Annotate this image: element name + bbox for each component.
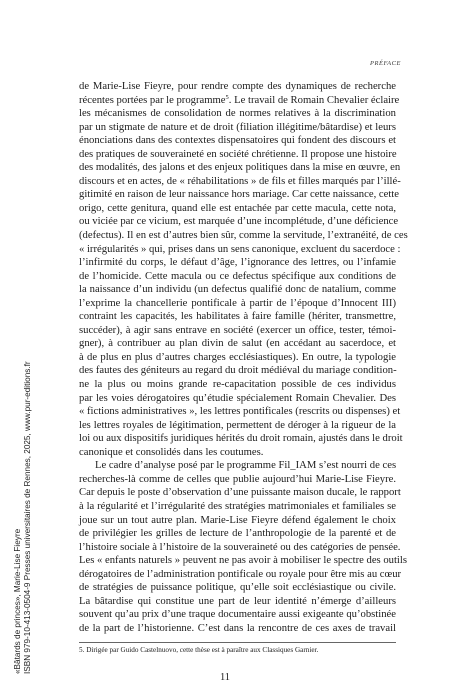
text-line: [79, 622, 396, 636]
text-line: [79, 554, 407, 568]
text-line-main: Le cadre d’analyse posé par le programme Fil_IAM s’est nourri de ces: [95, 460, 397, 472]
body-text: [79, 80, 408, 635]
text-line-main: Car depuis le poste d’observation d’une puissante maison ducale, le rapport: [79, 487, 401, 499]
text-line: [79, 500, 396, 514]
text-line: [79, 568, 402, 582]
text-line: [79, 432, 403, 446]
text-line-main: loi ou aux dispositifs juridiques hérités du droit romain, ajustés dans le droit: [79, 433, 403, 445]
text-line: [79, 270, 396, 284]
text-line: [79, 188, 399, 202]
text-line: [79, 161, 401, 175]
text-line-main: ne la plus ou moins grande re-capacitation possible de ces individus: [79, 379, 396, 391]
text-line: [79, 256, 396, 270]
text-line-main: par les voies dérogatoires qu’étudie spécialement Romain Chevalier. Des: [79, 392, 396, 404]
text-line-main: récentes portées par le programme: [79, 94, 226, 106]
text-line-main: gitimité en raison de leur naissance hors mariage. Car cette naissance, cette: [79, 189, 399, 201]
text-line: [79, 175, 401, 189]
text-line-main: de l’homicide. Cette macula ou ce defectus spécifique aux conditions de: [79, 270, 396, 282]
text-line: [79, 581, 396, 595]
footnote: 5. Dirigée par Guido Castelnuovo, cette thèse est à paraître aux Classiques Garnier.: [79, 646, 319, 654]
text-line: [79, 93, 400, 108]
text-line-main: de stratégies de puissance politique, qu’elle soit ecclésiastique ou civile.: [79, 582, 396, 594]
text-line: [79, 80, 396, 94]
side-credit-isbn: ISBN 979-10-413-0504-9 Presses universitaires de Rennes, 2025, www.pur-editions.fr: [22, 361, 32, 674]
text-line-main: les lettres royales de légitimation, permettent de déroger à la rigueur de la: [79, 419, 396, 431]
text-line-main: canonique et consolidés dans les coutumes.: [79, 446, 264, 458]
text-line-main: de Marie-Lise Fieyre, pour rendre compte des dynamiques de recherche: [79, 81, 396, 92]
text-line-main: dérogatoires de l’administration pontificale ou royale pour être mis au cœur: [79, 568, 402, 580]
side-credit: [13, 361, 33, 674]
text-line: [79, 202, 396, 216]
text-line-main: Les « enfants naturels » peuvent ne pas avoir à mobiliser le spectre des outils: [79, 555, 407, 567]
text-line: [79, 121, 396, 135]
text-line-main: à de plus en plus d’autres charges ecclésiastiques). En outre, la typologie: [79, 351, 396, 363]
text-line: [79, 514, 396, 528]
text-line-main: l’histoire sociale à l’histoire de la souveraineté ou des catégories de pensée.: [79, 541, 401, 553]
text-line-main: les mécanismes de consolidation de normes relatives à la discrimination: [79, 108, 396, 120]
text-line-main: l’infirmité du corps, le défaut d’âge, l’ignorance des lettres, ou l’infamie: [79, 257, 396, 269]
text-line: [79, 541, 401, 555]
text-line-main: énonciations dans des contextes dispensatoires qui fondent des discours et: [79, 135, 396, 147]
text-line-main: (defectus). Il en est d’autres bien sûr, comme la servitude, l’extranéité, de ces: [79, 230, 408, 242]
text-line: [79, 378, 396, 392]
text-line: [79, 405, 401, 419]
text-line: [79, 595, 396, 609]
text-line-main: des pratiques de souveraineté en société chrétienne. Il propose une histoire: [79, 148, 397, 160]
text-line: [79, 527, 396, 541]
text-line-main: joue sur un tout autre plan. Marie-Lise Fieyre défend également le choix: [79, 514, 396, 526]
text-line: [79, 134, 396, 148]
text-line-main: à la régularité et l’irrégularité des stratégies matrimoniales et familiales se: [79, 500, 396, 512]
text-line: [79, 107, 396, 121]
text-line: [79, 215, 399, 229]
text-line-main: succéder), à agir sans entrave en société (exercer un office, tester, témoi-: [79, 324, 396, 336]
text-line-main: de privilégier les grilles de lecture de l’anthropologie de la parenté et de: [79, 528, 396, 540]
text-line: [79, 310, 396, 324]
page-number: 11: [219, 672, 231, 683]
text-line-main: « irrégularités » qui, prises dans un sens canonique, excluent du sacerdoce :: [79, 243, 401, 255]
text-line-main: La bâtardise qui constitue une part de leur identité n’émerge d’ailleurs: [79, 595, 396, 607]
text-line: [79, 297, 396, 311]
text-line: [79, 486, 401, 500]
text-line-main: gner), à contribuer au plan divin de salut (en accédant au sacerdoce, et: [79, 338, 396, 350]
text-line-main: l’exprime la chancellerie pontificale à partir de l’époque d’Innocent III): [79, 297, 396, 309]
text-line-main: ou viciée par ce vicium, est marquée d’une incomplétude, d’une déficience: [79, 216, 399, 228]
text-line: [79, 337, 396, 351]
text-line-main: des fautes des géniteurs au regard du droit médiéval du mariage condition-: [79, 365, 397, 377]
text-line: [79, 446, 396, 460]
running-head: PRÉFACE: [369, 60, 401, 67]
text-line-main: par un stigmate de nature et de droit (filiation illégitime/bâtardise) et leurs: [79, 121, 396, 133]
text-line: [79, 148, 396, 162]
text-line: [79, 473, 396, 487]
text-line-main: de la part de l’historienne. C’est dans la rencontre de ces axes de travail: [79, 622, 396, 634]
footnote-rule: [79, 642, 396, 643]
text-line: [79, 392, 396, 406]
text-line: [79, 351, 396, 365]
text-line: [79, 419, 396, 433]
text-line-main: souvent qu’au prix d’une traque documentaire aussi exigeante qu’obstinée: [79, 609, 396, 621]
text-line-main: recherches-là comme de celles que publie aujourd’hui Marie-Lise Fieyre.: [79, 473, 396, 485]
text-line: [79, 283, 396, 297]
text-line: [79, 608, 396, 622]
text-line: [79, 459, 396, 473]
footnote-marker: 5: [225, 93, 229, 101]
text-line-main: discours et en actes, de « réhabilitations » de fils et filles marqués par l’illé-: [79, 175, 401, 187]
text-line-tail: . Le travail de Romain Chevalier éclaire: [228, 94, 400, 106]
text-line: [79, 324, 396, 338]
text-line-main: contraint les capacités, les habilitates à faire famille (hériter, transmettre,: [79, 311, 396, 323]
text-line-main: la naissance d’un individu (un defectus qualifié donc de natalium, comme: [79, 284, 396, 296]
text-line-main: origo, cette genitura, quand elle est entachée par cette macula, cette nota,: [79, 202, 396, 214]
side-credit-title: «Bâtards de princes», Marie-Lise Fieyre: [13, 528, 22, 674]
text-line: [79, 364, 396, 378]
text-line-main: des modalités, des jalons et des enjeux politiques dans la mise en œuvre, en: [79, 162, 401, 174]
text-line: [79, 243, 401, 257]
text-line: [79, 229, 408, 243]
text-line-main: « fictions administratives », les lettres pontificales (rescrits ou dispenses) et: [79, 406, 401, 418]
